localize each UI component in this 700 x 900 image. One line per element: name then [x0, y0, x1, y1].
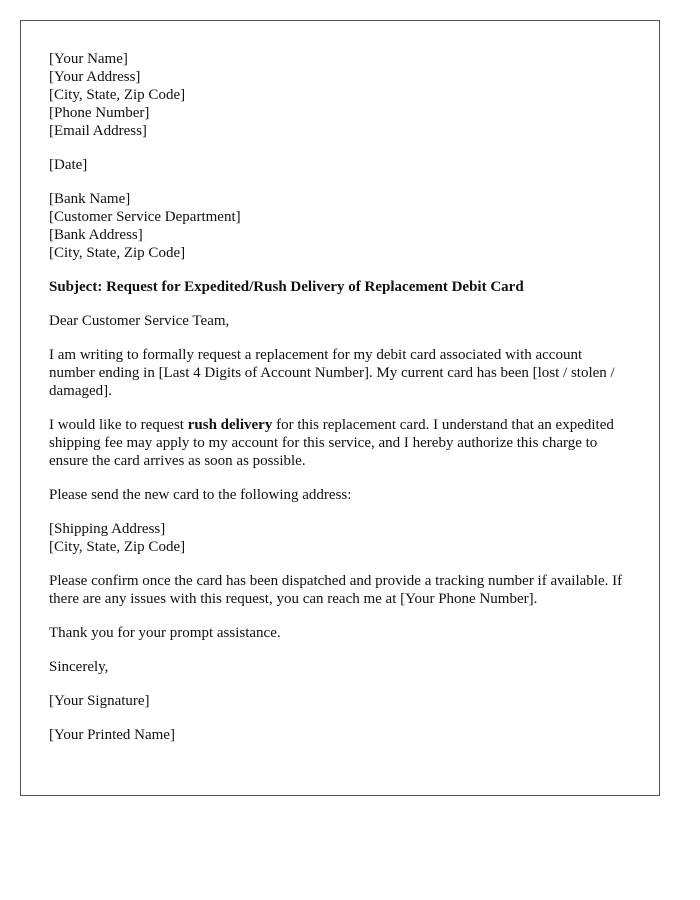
salutation: Dear Customer Service Team,: [49, 313, 230, 329]
rush-text-before: I would like to request: [49, 417, 188, 433]
rush-delivery-emphasis: rush delivery: [187, 417, 273, 433]
recipient-block: [49, 190, 631, 262]
letter-page: [20, 20, 660, 796]
shipping-city-state-zip: [City, State, Zip Code]: [49, 539, 186, 555]
paragraph-send-address: Please send the new card to the following address:: [49, 487, 352, 503]
recipient-bank-name: [Bank Name]: [49, 191, 131, 207]
sender-block: [49, 50, 631, 140]
sender-email: [Email Address]: [49, 123, 147, 139]
paragraph-replacement-request: I am writing to formally request a replacement for my debit card associated with account number ending in [Last 4 Digits of Account Number]. My current card has been [lost / stolen / damaged].: [49, 347, 615, 399]
subject-line: Subject: Request for Expedited/Rush Delivery of Replacement Debit Card: [49, 279, 524, 295]
sender-name: [Your Name]: [49, 51, 128, 67]
shipping-block: [49, 520, 631, 556]
letter-date: [Date]: [49, 157, 88, 173]
sender-phone: [Phone Number]: [49, 105, 150, 121]
recipient-bank-address: [Bank Address]: [49, 227, 143, 243]
shipping-address: [Shipping Address]: [49, 521, 166, 537]
recipient-city-state-zip: [City, State, Zip Code]: [49, 245, 186, 261]
closing-line: Sincerely,: [49, 659, 109, 675]
signature-line: [Your Signature]: [49, 693, 150, 709]
thanks-line: Thank you for your prompt assistance.: [49, 625, 281, 641]
rush-text-after: for this replacement card. I understand that an expedited shipping fee may apply to my account for this service, and I hereby authorize this charge to ensure the card arrives as soon as possible.: [49, 417, 614, 469]
sender-address: [Your Address]: [49, 69, 141, 85]
date-block: [49, 156, 631, 174]
paragraph-confirmation: Please confirm once the card has been dispatched and provide a tracking number if available. If there are any issues with this request, you can reach me at [Your Phone Number].: [49, 573, 623, 607]
recipient-department: [Customer Service Department]: [49, 209, 241, 225]
sender-city-state-zip: [City, State, Zip Code]: [49, 87, 186, 103]
paragraph-rush-delivery: [49, 416, 631, 470]
printed-name-line: [Your Printed Name]: [49, 727, 175, 743]
